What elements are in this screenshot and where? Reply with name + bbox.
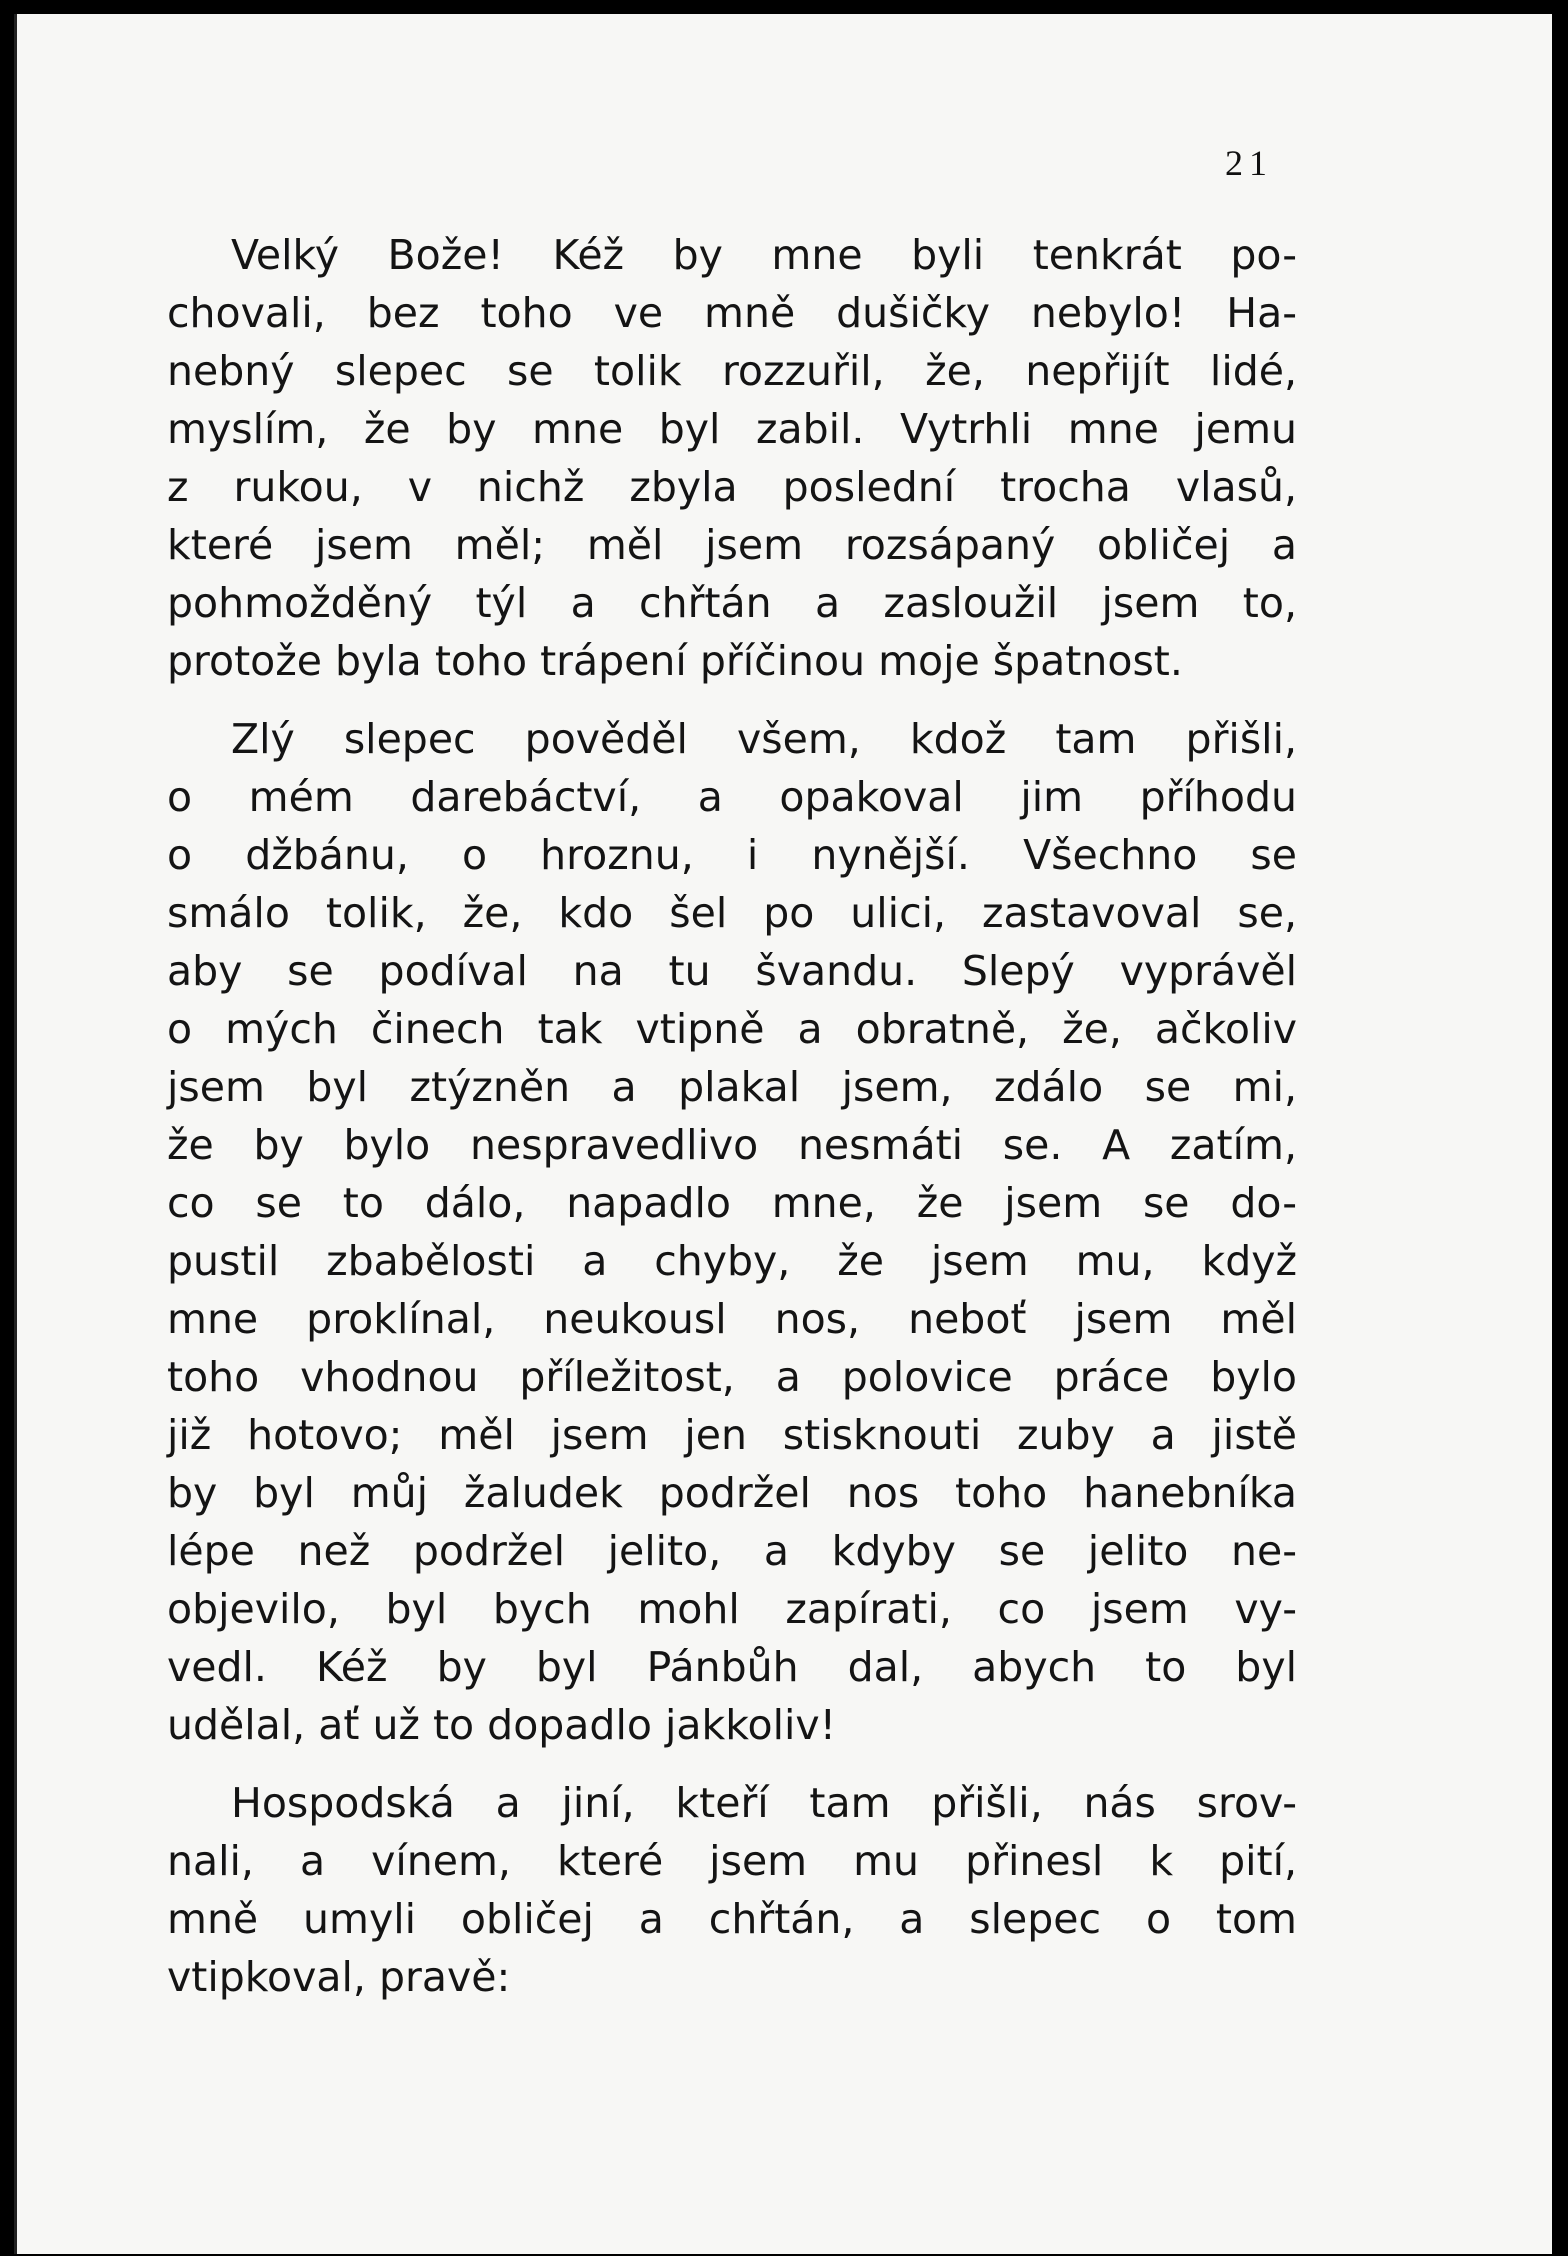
text-line: by byl můj žaludek podržel nos toho hanebníka <box>167 1469 1297 1517</box>
text-line: myslím, že by mne byl zabil. Vytrhli mne jemu <box>167 405 1297 453</box>
text-line: Zlý slepec pověděl všem, kdož tam přišli, <box>231 715 1297 763</box>
paragraph-1 <box>167 226 1297 690</box>
text-line: které jsem měl; měl jsem rozsápaný obličej a <box>167 521 1297 569</box>
text-line: Velký Bože! Kéž by mne byli tenkrát po- <box>231 231 1297 279</box>
text-line: již hotovo; měl jsem jen stisknouti zuby a jistě <box>167 1411 1297 1459</box>
text-line: pustil zbabělosti a chyby, že jsem mu, když <box>167 1237 1297 1285</box>
text-block <box>167 226 1297 2006</box>
text-line: smálo tolik, že, kdo šel po ulici, zastavoval se, <box>167 889 1297 937</box>
text-line: mne proklínal, neukousl nos, neboť jsem měl <box>167 1295 1297 1343</box>
text-line: pohmožděný týl a chřtán a zasloužil jsem to, <box>167 579 1297 627</box>
paragraph-2 <box>167 710 1297 1754</box>
text-line: nebný slepec se tolik rozzuřil, že, nepřijít lidé, <box>167 347 1297 395</box>
text-line: objevilo, byl bych mohl zapírati, co jsem vy- <box>167 1585 1297 1633</box>
book-page <box>14 14 1552 2254</box>
text-line: aby se podíval na tu švandu. Slepý vyprávěl <box>167 947 1297 995</box>
text-line: o mém darebáctví, a opakoval jim příhodu <box>167 773 1297 821</box>
text-line: Hospodská a jiní, kteří tam přišli, nás srov- <box>231 1779 1297 1827</box>
page-number: 21 <box>1225 143 1273 183</box>
text-line: udělal, ať už to dopadlo jakkoliv! <box>167 1701 837 1749</box>
text-line: z rukou, v nichž zbyla poslední trocha vlasů, <box>167 463 1297 511</box>
text-line: vedl. Kéž by byl Pánbůh dal, abych to byl <box>167 1643 1297 1691</box>
text-line: jsem byl ztýzněn a plakal jsem, zdálo se mi, <box>167 1063 1297 1111</box>
text-line: protože byla toho trápení příčinou moje špatnost. <box>167 637 1183 685</box>
text-line: o mých činech tak vtipně a obratně, že, ačkoliv <box>167 1005 1297 1053</box>
text-line: lépe než podržel jelito, a kdyby se jelito ne- <box>167 1527 1297 1575</box>
text-line: nali, a vínem, které jsem mu přinesl k pití, <box>167 1837 1297 1885</box>
paragraph-3 <box>167 1774 1297 2006</box>
text-line: o džbánu, o hroznu, i nynější. Všechno se <box>167 831 1297 879</box>
text-line: co se to dálo, napadlo mne, že jsem se do- <box>167 1179 1297 1227</box>
text-line: chovali, bez toho ve mně dušičky nebylo! Ha- <box>167 289 1297 337</box>
text-line: toho vhodnou příležitost, a polovice práce bylo <box>167 1353 1297 1401</box>
text-line: vtipkoval, pravě: <box>167 1953 511 2001</box>
text-line: že by bylo nespravedlivo nesmáti se. A zatím, <box>167 1121 1297 1169</box>
text-line: mně umyli obličej a chřtán, a slepec o tom <box>167 1895 1297 1943</box>
